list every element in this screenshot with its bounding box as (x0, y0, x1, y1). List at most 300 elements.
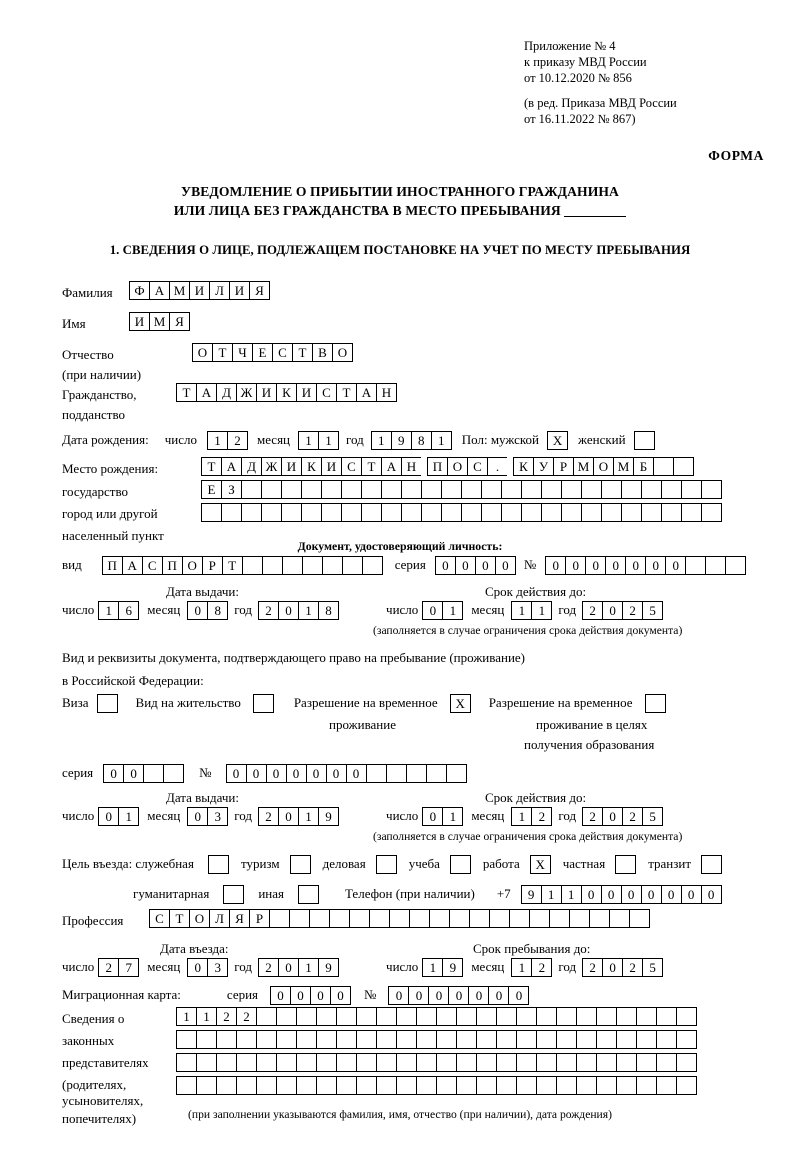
cell[interactable]: 2 (258, 958, 279, 977)
birthplace-cells-3[interactable] (201, 503, 721, 522)
cell[interactable] (356, 1053, 377, 1072)
cell[interactable] (329, 909, 350, 928)
cell[interactable] (441, 503, 462, 522)
identity-series-cells[interactable] (435, 556, 515, 575)
cell[interactable] (516, 1030, 537, 1049)
cell[interactable] (381, 503, 402, 522)
cell[interactable]: 0 (278, 601, 299, 620)
cell[interactable]: 1 (176, 1007, 197, 1026)
cell[interactable]: 0 (601, 885, 622, 904)
cell[interactable] (341, 480, 362, 499)
cell[interactable]: К (301, 457, 322, 476)
cell[interactable]: . (487, 457, 508, 476)
cell[interactable]: 0 (488, 986, 509, 1005)
cell[interactable]: А (356, 383, 377, 402)
cell[interactable] (636, 1030, 657, 1049)
cell[interactable]: 0 (645, 556, 666, 575)
cell[interactable] (216, 1053, 237, 1072)
cell[interactable]: 0 (408, 986, 429, 1005)
cell[interactable]: 1 (531, 601, 552, 620)
cell[interactable] (476, 1007, 497, 1026)
cell[interactable] (361, 480, 382, 499)
cell[interactable] (396, 1007, 417, 1026)
cell[interactable]: 0 (187, 958, 208, 977)
cell[interactable] (321, 503, 342, 522)
cell[interactable] (416, 1076, 437, 1095)
cell[interactable]: 0 (495, 556, 516, 575)
cell[interactable] (661, 480, 682, 499)
cell[interactable] (336, 1007, 357, 1026)
cell[interactable]: 2 (582, 958, 603, 977)
birthplace-row-3[interactable] (201, 503, 721, 522)
cell[interactable] (601, 503, 622, 522)
temporary-residence-checkbox[interactable]: X (450, 694, 471, 713)
cell[interactable]: 0 (428, 986, 449, 1005)
cell[interactable]: 3 (207, 807, 228, 826)
cell[interactable]: 2 (531, 958, 552, 977)
cell[interactable] (589, 909, 610, 928)
birthplace-cells-1[interactable] (201, 457, 693, 476)
cell[interactable] (596, 1053, 617, 1072)
cell[interactable] (656, 1030, 677, 1049)
cell[interactable] (705, 556, 726, 575)
cell[interactable]: 0 (448, 986, 469, 1005)
cell[interactable]: Я (249, 281, 270, 300)
cell[interactable]: И (129, 312, 150, 331)
cell[interactable]: 8 (318, 601, 339, 620)
cell[interactable] (321, 480, 342, 499)
stay-valid-day[interactable] (422, 807, 462, 826)
stay-until-day[interactable] (422, 958, 462, 977)
legal-rep-row-4[interactable] (176, 1076, 696, 1095)
cell[interactable]: Т (201, 457, 222, 476)
cell[interactable]: О (332, 343, 353, 362)
cell[interactable]: 0 (187, 807, 208, 826)
cell[interactable] (561, 503, 582, 522)
cell[interactable] (516, 1076, 537, 1095)
cell[interactable]: З (221, 480, 242, 499)
legal-rep-cells-3[interactable] (176, 1053, 696, 1072)
stay-until-month[interactable] (511, 958, 551, 977)
cell[interactable] (276, 1053, 297, 1072)
cell[interactable] (316, 1030, 337, 1049)
cell[interactable] (496, 1007, 517, 1026)
cell[interactable] (481, 503, 502, 522)
cell[interactable]: Т (361, 457, 382, 476)
cell[interactable]: О (447, 457, 468, 476)
cell[interactable]: 1 (196, 1007, 217, 1026)
cell[interactable] (416, 1030, 437, 1049)
cell[interactable] (276, 1076, 297, 1095)
cell[interactable]: 9 (442, 958, 463, 977)
purpose-private-checkbox[interactable] (615, 855, 636, 874)
cell[interactable] (501, 503, 522, 522)
cell[interactable] (636, 1007, 657, 1026)
cell[interactable]: 1 (541, 885, 562, 904)
cell[interactable]: 5 (642, 958, 663, 977)
cell[interactable] (276, 1007, 297, 1026)
cell[interactable]: 2 (258, 807, 279, 826)
cell[interactable]: 1 (298, 807, 319, 826)
cell[interactable] (269, 909, 290, 928)
cell[interactable] (261, 503, 282, 522)
purpose-business-checkbox[interactable] (376, 855, 397, 874)
cell[interactable] (376, 1053, 397, 1072)
cell[interactable] (381, 480, 402, 499)
cell[interactable] (296, 1007, 317, 1026)
legal-rep-row-2[interactable] (176, 1030, 696, 1049)
legal-rep-cells-4[interactable] (176, 1076, 696, 1095)
cell[interactable] (725, 556, 746, 575)
cell[interactable] (356, 1030, 377, 1049)
cell[interactable]: 0 (306, 764, 327, 783)
cell[interactable] (576, 1030, 597, 1049)
cell[interactable] (421, 480, 442, 499)
cell[interactable] (681, 503, 702, 522)
cell[interactable]: М (149, 312, 170, 331)
cell[interactable]: И (296, 383, 317, 402)
cell[interactable]: 0 (468, 986, 489, 1005)
cell[interactable]: Р (202, 556, 223, 575)
cell[interactable]: 3 (207, 958, 228, 977)
cell[interactable] (609, 909, 630, 928)
stay-valid-month[interactable] (511, 807, 551, 826)
cell[interactable]: 0 (602, 601, 623, 620)
cell[interactable]: 1 (442, 601, 463, 620)
cell[interactable] (301, 480, 322, 499)
cell[interactable] (456, 1007, 477, 1026)
cell[interactable] (361, 503, 382, 522)
cell[interactable]: 0 (388, 986, 409, 1005)
cell[interactable]: 2 (216, 1007, 237, 1026)
cell[interactable] (281, 503, 302, 522)
purpose-other-checkbox[interactable] (298, 885, 319, 904)
legal-rep-row-3[interactable] (176, 1053, 696, 1072)
cell[interactable] (436, 1030, 457, 1049)
temporary-residence-education-checkbox[interactable] (645, 694, 666, 713)
cell[interactable] (521, 503, 542, 522)
cell[interactable] (496, 1053, 517, 1072)
cell[interactable]: 0 (422, 807, 443, 826)
cell[interactable]: 0 (455, 556, 476, 575)
cell[interactable] (596, 1030, 617, 1049)
cell[interactable]: Я (169, 312, 190, 331)
cell[interactable]: 1 (511, 958, 532, 977)
cell[interactable]: О (182, 556, 203, 575)
cell[interactable] (221, 503, 242, 522)
cell[interactable] (629, 909, 650, 928)
cell[interactable] (456, 1030, 477, 1049)
cell[interactable]: 0 (278, 958, 299, 977)
cell[interactable] (416, 1007, 437, 1026)
entry-month[interactable] (187, 958, 227, 977)
stay-issue-day[interactable] (98, 807, 138, 826)
cell[interactable]: 0 (346, 764, 367, 783)
purpose-work-checkbox[interactable]: X (530, 855, 551, 874)
cell[interactable] (529, 909, 550, 928)
cell[interactable] (676, 1030, 697, 1049)
cell[interactable]: П (427, 457, 448, 476)
cell[interactable]: 0 (602, 958, 623, 977)
cell[interactable] (636, 1053, 657, 1072)
surname-input[interactable] (129, 281, 269, 300)
profession-input[interactable] (149, 909, 649, 928)
migration-number-cells[interactable] (388, 986, 528, 1005)
cell[interactable] (541, 480, 562, 499)
cell[interactable] (196, 1030, 217, 1049)
cell[interactable]: 0 (701, 885, 722, 904)
cell[interactable]: 0 (565, 556, 586, 575)
cell[interactable] (461, 480, 482, 499)
cell[interactable] (401, 480, 422, 499)
cell[interactable]: 5 (642, 807, 663, 826)
name-cells[interactable] (129, 312, 189, 331)
cell[interactable] (556, 1030, 577, 1049)
cell[interactable] (469, 909, 490, 928)
cell[interactable] (641, 480, 662, 499)
migration-series-cells[interactable] (270, 986, 350, 1005)
cell[interactable] (421, 503, 442, 522)
cell[interactable]: С (316, 383, 337, 402)
cell[interactable]: С (341, 457, 362, 476)
cell[interactable] (356, 1007, 377, 1026)
cell[interactable]: 0 (545, 556, 566, 575)
cell[interactable] (176, 1053, 197, 1072)
cell[interactable] (549, 909, 570, 928)
cell[interactable]: 0 (326, 764, 347, 783)
surname-cells[interactable] (129, 281, 269, 300)
cell[interactable] (685, 556, 706, 575)
cell[interactable]: К (513, 457, 534, 476)
cell[interactable]: 7 (118, 958, 139, 977)
cell[interactable] (601, 480, 622, 499)
birthplace-row-1[interactable] (201, 457, 693, 476)
cell[interactable] (256, 1030, 277, 1049)
cell[interactable]: 0 (641, 885, 662, 904)
cell[interactable] (661, 503, 682, 522)
cell[interactable] (556, 1007, 577, 1026)
purpose-official-checkbox[interactable] (208, 855, 229, 874)
cell[interactable] (316, 1076, 337, 1095)
cell[interactable] (301, 503, 322, 522)
cell[interactable]: 9 (318, 958, 339, 977)
cell[interactable] (569, 909, 590, 928)
cell[interactable] (616, 1030, 637, 1049)
cell[interactable] (456, 1076, 477, 1095)
cell[interactable] (236, 1076, 257, 1095)
cell[interactable] (436, 1053, 457, 1072)
cell[interactable] (409, 909, 430, 928)
cell[interactable] (556, 1053, 577, 1072)
identity-valid-year[interactable] (582, 601, 662, 620)
cell[interactable]: 0 (585, 556, 606, 575)
cell[interactable] (561, 480, 582, 499)
cell[interactable] (476, 1053, 497, 1072)
cell[interactable]: 0 (266, 764, 287, 783)
cell[interactable] (309, 909, 330, 928)
cell[interactable]: А (221, 457, 242, 476)
cell[interactable]: 0 (621, 885, 642, 904)
cell[interactable]: 0 (103, 764, 124, 783)
cell[interactable]: 0 (435, 556, 456, 575)
birthplace-cells-2[interactable] (201, 480, 721, 499)
identity-kind-cells[interactable] (102, 556, 382, 575)
cell[interactable]: М (169, 281, 190, 300)
cell[interactable] (676, 1007, 697, 1026)
phone-cells[interactable] (521, 885, 721, 904)
cell[interactable] (436, 1007, 457, 1026)
cell[interactable] (369, 909, 390, 928)
cell[interactable] (396, 1053, 417, 1072)
cell[interactable] (406, 764, 427, 783)
cell[interactable]: Б (633, 457, 654, 476)
cell[interactable]: 0 (290, 986, 311, 1005)
cell[interactable] (616, 1053, 637, 1072)
cell[interactable] (176, 1030, 197, 1049)
birth-month-cells[interactable] (298, 431, 338, 450)
entry-day[interactable] (98, 958, 138, 977)
cell[interactable]: С (467, 457, 488, 476)
cell[interactable] (429, 909, 450, 928)
cell[interactable]: К (276, 383, 297, 402)
cell[interactable]: Р (553, 457, 574, 476)
cell[interactable] (596, 1007, 617, 1026)
cell[interactable]: 1 (207, 431, 228, 450)
cell[interactable]: 2 (622, 807, 643, 826)
cell[interactable] (673, 457, 694, 476)
cell[interactable]: 2 (582, 807, 603, 826)
cell[interactable]: 0 (98, 807, 119, 826)
stay-issue-year[interactable] (258, 807, 338, 826)
cell[interactable]: 1 (298, 601, 319, 620)
cell[interactable]: 8 (207, 601, 228, 620)
stay-until-year[interactable] (582, 958, 662, 977)
cell[interactable]: 1 (442, 807, 463, 826)
cell[interactable] (316, 1007, 337, 1026)
cell[interactable] (386, 764, 407, 783)
cell[interactable] (296, 1053, 317, 1072)
cell[interactable] (349, 909, 370, 928)
cell[interactable]: 0 (422, 601, 443, 620)
cell[interactable] (436, 1076, 457, 1095)
identity-issue-month[interactable] (187, 601, 227, 620)
cell[interactable] (556, 1076, 577, 1095)
cell[interactable]: М (613, 457, 634, 476)
cell[interactable] (441, 480, 462, 499)
cell[interactable]: Т (212, 343, 233, 362)
identity-issue-year[interactable] (258, 601, 338, 620)
cell[interactable] (376, 1007, 397, 1026)
profession-cells[interactable] (149, 909, 649, 928)
cell[interactable]: 1 (371, 431, 392, 450)
cell[interactable] (461, 503, 482, 522)
cell[interactable] (216, 1076, 237, 1095)
cell[interactable] (261, 480, 282, 499)
cell[interactable]: 0 (581, 885, 602, 904)
cell[interactable]: 0 (187, 601, 208, 620)
purpose-study-checkbox[interactable] (450, 855, 471, 874)
cell[interactable]: С (149, 909, 170, 928)
purpose-transit-checkbox[interactable] (701, 855, 722, 874)
cell[interactable]: 1 (561, 885, 582, 904)
cell[interactable]: А (149, 281, 170, 300)
cell[interactable]: 9 (521, 885, 542, 904)
cell[interactable] (362, 556, 383, 575)
cell[interactable]: 2 (622, 958, 643, 977)
cell[interactable]: Д (216, 383, 237, 402)
cell[interactable] (289, 909, 310, 928)
cell[interactable]: 1 (298, 431, 319, 450)
cell[interactable] (536, 1053, 557, 1072)
cell[interactable]: И (229, 281, 250, 300)
cell[interactable]: Н (401, 457, 422, 476)
cell[interactable]: 1 (298, 958, 319, 977)
cell[interactable] (676, 1053, 697, 1072)
cell[interactable]: 0 (270, 986, 291, 1005)
cell[interactable] (581, 503, 602, 522)
cell[interactable]: 1 (431, 431, 452, 450)
cell[interactable]: Е (201, 480, 222, 499)
cell[interactable] (143, 764, 164, 783)
cell[interactable] (616, 1076, 637, 1095)
cell[interactable] (196, 1053, 217, 1072)
cell[interactable]: О (593, 457, 614, 476)
cell[interactable] (676, 1076, 697, 1095)
cell[interactable]: 0 (246, 764, 267, 783)
cell[interactable] (446, 764, 467, 783)
cell[interactable] (416, 1053, 437, 1072)
cell[interactable]: Я (229, 909, 250, 928)
cell[interactable] (196, 1076, 217, 1095)
cell[interactable]: М (573, 457, 594, 476)
cell[interactable] (236, 1030, 257, 1049)
cell[interactable]: 1 (422, 958, 443, 977)
cell[interactable]: 1 (98, 601, 119, 620)
cell[interactable] (176, 1076, 197, 1095)
cell[interactable] (536, 1076, 557, 1095)
cell[interactable] (336, 1053, 357, 1072)
cell[interactable]: Т (292, 343, 313, 362)
cell[interactable]: Т (169, 909, 190, 928)
legal-rep-row-1[interactable] (176, 1007, 696, 1026)
cell[interactable]: П (162, 556, 183, 575)
cell[interactable] (621, 480, 642, 499)
cell[interactable]: 5 (642, 601, 663, 620)
cell[interactable]: 2 (531, 807, 552, 826)
cell[interactable] (163, 764, 184, 783)
cell[interactable] (456, 1053, 477, 1072)
purpose-humanitarian-checkbox[interactable] (223, 885, 244, 904)
cell[interactable]: Ж (236, 383, 257, 402)
cell[interactable] (396, 1076, 417, 1095)
cell[interactable] (476, 1076, 497, 1095)
cell[interactable] (581, 480, 602, 499)
cell[interactable] (242, 556, 263, 575)
cell[interactable] (516, 1053, 537, 1072)
cell[interactable] (489, 909, 510, 928)
cell[interactable] (621, 503, 642, 522)
cell[interactable]: 2 (227, 431, 248, 450)
cell[interactable]: 0 (123, 764, 144, 783)
cell[interactable]: 0 (625, 556, 646, 575)
cell[interactable] (296, 1030, 317, 1049)
cell[interactable]: 9 (391, 431, 412, 450)
cell[interactable] (389, 909, 410, 928)
sex-female-checkbox[interactable] (634, 431, 655, 450)
cell[interactable] (296, 1076, 317, 1095)
cell[interactable] (701, 503, 722, 522)
cell[interactable] (496, 1030, 517, 1049)
